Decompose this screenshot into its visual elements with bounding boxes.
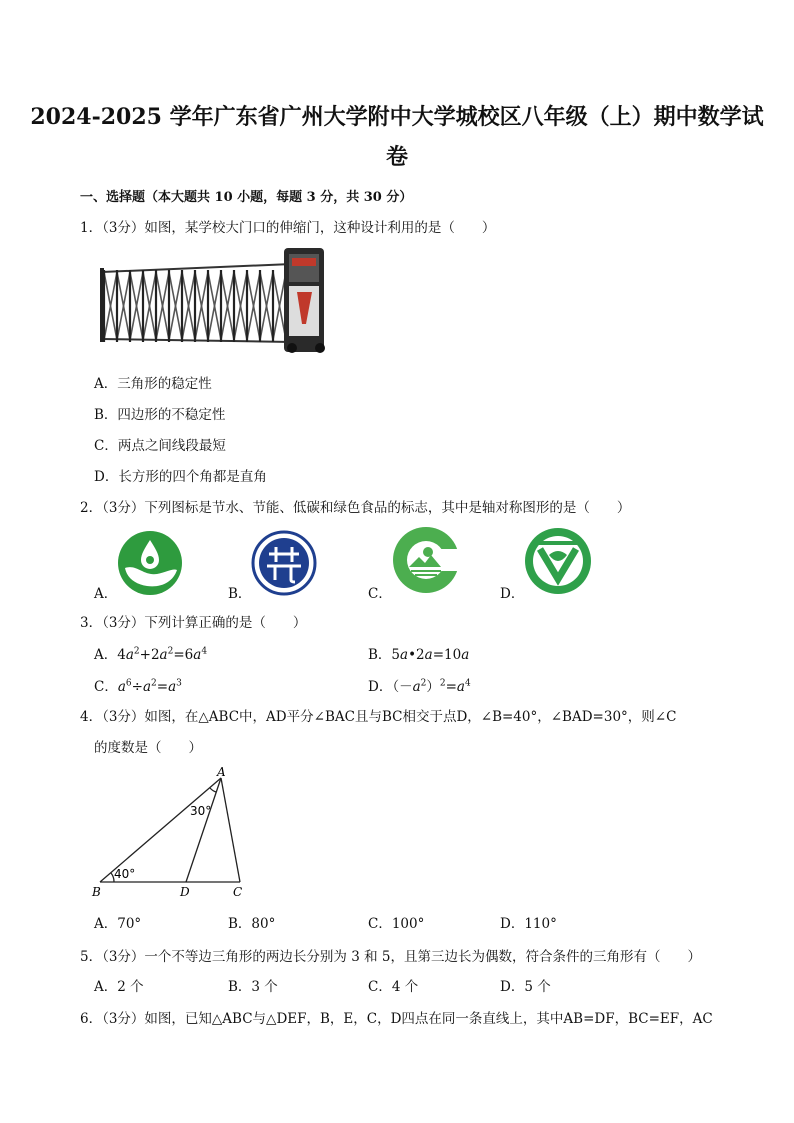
- q2-option-d-label: D．: [500, 586, 525, 602]
- angle-bad-arc: [210, 788, 216, 792]
- q1-stem: 1．（3分）如图，某学校大门口的伸缩门，这种设计利用的是（ ）: [80, 220, 496, 236]
- triangle-figure: [90, 764, 260, 900]
- q6-stem: 6．（3分）如图，已知△ABC与△DEF，B，E，C，D四点在同一条直线上，其中AB=DF，BC=EF，AC: [80, 1011, 713, 1027]
- q4-option-c: C．100°: [368, 916, 425, 932]
- vertex-b-label: B: [92, 885, 101, 899]
- q3-option-a: A．$4a^2+2a^2=6a^4$: [94, 646, 208, 663]
- doc-title-line1: 2024-2025 学年广东省广州大学附中大学城校区八年级（上）期中数学试: [30, 104, 764, 130]
- segment-ac: [221, 778, 240, 882]
- q4-option-d: D．110°: [500, 916, 557, 932]
- q1-option-b: B．四边形的不稳定性: [94, 407, 226, 423]
- q4-stem-line1: 4．（3分）如图，在△ABC中，AD平分∠BAC且与BC相交于点D，∠B=40°，∠BAD=30°，则∠C: [80, 709, 677, 725]
- q4-option-b: B．80°: [228, 916, 276, 932]
- q2-option-c-label: C．: [368, 586, 392, 602]
- vertex-c-label: C: [233, 885, 243, 899]
- q5-option-c: C．4 个: [368, 979, 419, 995]
- q2-option-b-label: B．: [228, 586, 252, 602]
- water-saving-logo-icon: [117, 530, 183, 596]
- retractable-gate-image: [92, 244, 336, 358]
- doc-title-line2: 卷: [385, 144, 408, 170]
- q4-option-a: A．70°: [94, 916, 142, 932]
- q5-option-b: B．3 个: [228, 979, 278, 995]
- q2-stem: 2．（3分）下列图标是节水、节能、低碳和绿色食品的标志，其中是轴对称图形的是（ ）: [80, 500, 631, 516]
- q5-option-d: D．5 个: [500, 979, 551, 995]
- green-food-logo-icon: [524, 527, 592, 595]
- q3-option-c: C．$a^6\div a^2=a^3$: [94, 678, 182, 695]
- vertex-d-label: D: [180, 885, 190, 899]
- q1-option-c: C．两点之间线段最短: [94, 438, 226, 454]
- q4-stem-line2: 的度数是（ ）: [94, 740, 202, 756]
- q2-option-a-label: A．: [94, 586, 118, 602]
- energy-saving-logo-icon: [251, 530, 317, 596]
- section-heading: 一、选择题（本大题共 10 小题，每题 3 分，共 30 分）: [80, 190, 413, 205]
- q1-option-a: A．三角形的稳定性: [94, 376, 212, 392]
- low-carbon-logo-icon: [391, 525, 461, 595]
- q5-option-a: A．2 个: [94, 979, 144, 995]
- q3-stem: 3．（3分）下列计算正确的是（ ）: [80, 615, 307, 631]
- q3-option-b: B．5a•2a=10a: [368, 647, 470, 663]
- angle-30-label: 30°: [190, 804, 212, 818]
- q3-option-a-label: A．: [94, 647, 118, 663]
- vertex-a-label: A: [217, 765, 226, 779]
- q3-option-c-label: C．: [94, 679, 118, 695]
- q3-option-d: D．$(-a^2)^2=a^4$: [368, 678, 471, 695]
- angle-40-label: 40°: [114, 867, 136, 881]
- q3-option-b-label: B．: [368, 647, 392, 663]
- q1-option-d: D．长方形的四个角都是直角: [94, 469, 267, 485]
- q3-option-d-label: D．: [368, 679, 393, 695]
- q5-stem: 5．（3分）一个不等边三角形的两边长分别为 3 和 5，且第三边长为偶数，符合条件的三角形有（ ）: [80, 949, 701, 965]
